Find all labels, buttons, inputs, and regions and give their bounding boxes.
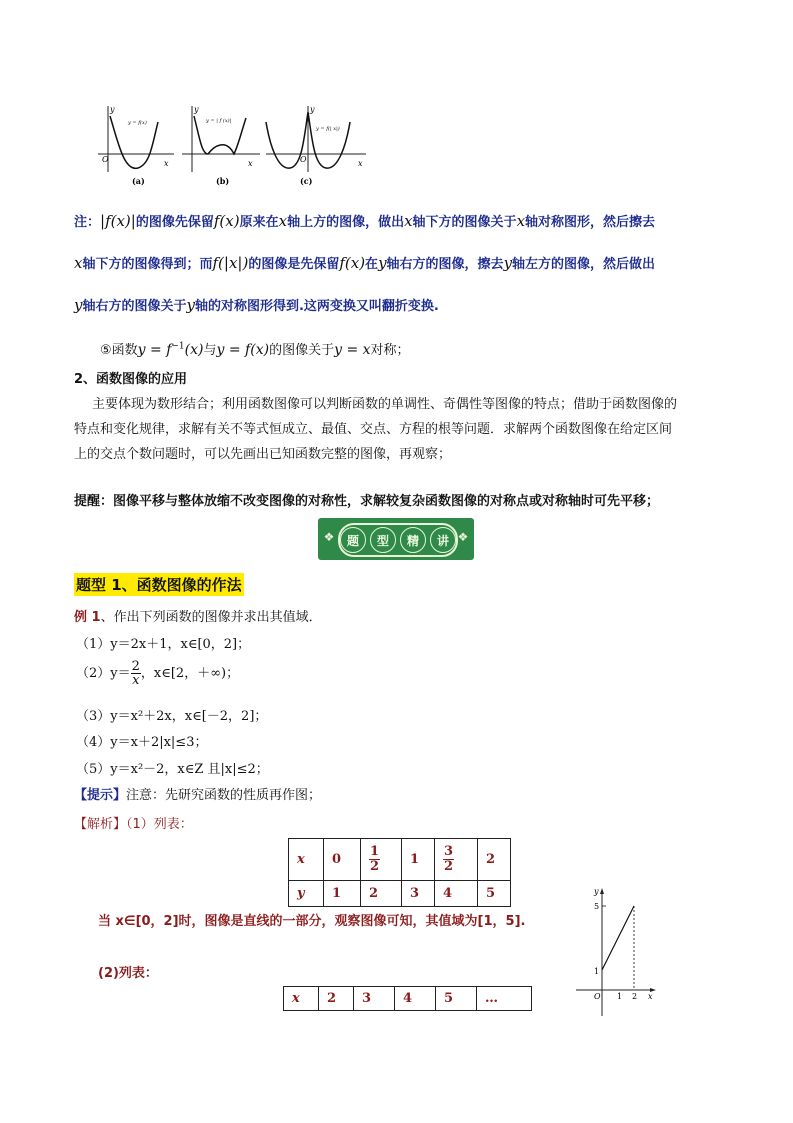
math-x: x [278,212,288,230]
prop-text: 与 [203,343,217,358]
math-f-abs-x: f(|x|) [212,254,249,272]
axis-x-label: x [248,159,253,168]
math-fx: f(x) [339,254,366,272]
prop-text: 对称； [370,343,410,358]
banner-char: 型 [370,527,396,553]
graph-panel-a [98,105,174,186]
graph-panel-b [182,105,260,186]
table-cell: 5 [478,881,511,907]
table-cell: … [477,987,532,1011]
banner-right-ornament-icon: ❖ [457,530,469,544]
value-table-1 [288,838,511,907]
note-line-2 [74,253,655,272]
example-item-3: （3）y＝x²＋2x，x∈[－2，2]； [76,709,268,724]
axis-y-label: y [194,105,199,114]
fraction-3-2: $\frac{3}{2}$ [444,844,454,874]
section-banner [318,518,474,560]
example-label: 例 1 [74,610,101,625]
example-text: 、作出下列函数的图像并求出其值域． [100,610,322,625]
graph-xtick-2: 2 [632,992,638,1001]
function-graphs-figure [98,102,370,190]
func-label-a: y = f(x) [128,120,147,126]
hint-text: 注意：先研究函数的性质再作图； [126,788,322,803]
table-cell: 4 [435,881,478,907]
table-cell: 4 [395,987,436,1011]
hint-label: 【提示】 [74,788,127,803]
graph-ytick-1: 1 [594,967,600,976]
banner-char: 题 [340,527,366,553]
section-2-para-line-3: 上的交点个数问题时，可以先画出已知函数完整的图像，再观察； [74,447,452,462]
prop-text: 的图像关于 [269,343,335,358]
panel-label-a: (a) [132,176,145,186]
table-cell: 1 [402,839,435,881]
math-sup: −1 [171,341,185,352]
graph-y-label: y [594,887,599,896]
table-cell [361,839,402,881]
note-text: 在 [365,257,379,272]
table-cell: 3 [354,987,395,1011]
table-cell: 1 [324,881,361,907]
table-cell: x [284,987,319,1011]
banner-frame [338,523,458,557]
note-text: 轴的对称图形得到.这两变换又叫翻折变换. [194,299,439,314]
panel-label-c: (c) [300,176,313,186]
section-2-para-line-2: 特点和变化规律，求解有关不等式恒成立、最值、交点、方程的根等问题．求解两个函数图像在给定区间 [74,422,673,437]
fraction-1-2: $\frac{1}{2}$ [370,844,380,874]
subpart-2-label: (2)列表： [98,966,158,981]
fraction-2-over-x [131,660,141,687]
note-text: 轴下方的图像关于 [412,215,517,230]
table-cell: 0 [324,839,361,881]
note-text: 轴右方的图像，擦去 [386,257,504,272]
value-table-2 [283,986,532,1011]
axis-y-label: y [110,105,115,114]
table-cell: y [289,881,324,907]
graph-panel-c [266,105,366,186]
axis-x-label: x [164,159,169,168]
math-inverse-arg: (x) [184,342,204,358]
note-text: 的图像先保留 [135,215,214,230]
math-x: x [404,212,413,230]
banner-left-ornament-icon: ❖ [323,530,335,544]
table-cell: 3 [402,881,435,907]
table-cell: 2 [478,839,511,881]
frac-den: x [132,673,140,688]
note-line-3 [74,295,439,314]
note-text: 轴右方的图像关于 [82,299,187,314]
axis-y-label: y [310,105,315,114]
prop-text: ⑤函数 [100,343,138,358]
note-text: 轴上方的图像，做出 [287,215,405,230]
example-item-5: （5）y＝x²－2，x∈Z 且|x|≤2； [76,762,269,777]
graph-xtick-1: 1 [617,992,623,1001]
math-yx: y = x [334,342,371,358]
graph-x-label: x [648,992,653,1001]
frac-num: 2 [131,659,140,674]
conclusion-text: 当 x∈[0，2]时，图像是直线的一部分，观察图像可知，其值域为[1，5]. [98,914,526,929]
example-1-title [74,606,322,625]
table-cell: 2 [361,881,402,907]
hint [74,784,321,803]
math-fx: y = f(x) [216,342,270,358]
table-row [289,839,511,881]
banner-char: 讲 [430,527,456,553]
note-lead: 注： [74,215,101,230]
note-text: 原来在 [239,215,279,230]
table-cell: 5 [436,987,477,1011]
note-line-1 [74,211,655,230]
note-text: 轴对称图形，然后擦去 [525,215,656,230]
table-cell [435,839,478,881]
section-2-para-line-1: 主要体现为数形结合；利用函数图像可以判断函数的单调性、奇偶性等图像的特点；借助于函数图像的 [92,397,678,412]
section-2-heading: 2、函数图像的应用 [74,372,188,387]
math-x: x [516,212,526,230]
reminder-text: 提醒：图像平移与整体放缩不改变图像的对称性，求解较复杂函数图像的对称点或对称轴时可先平移； [74,494,660,509]
type-1-heading: 题型 1、函数图像的作法 [74,573,244,596]
math-fx: f(x) [213,212,240,230]
math-y: y [378,254,387,272]
note-text: 轴下方的图像得到；而 [82,257,213,272]
example-item-1: （1）y＝2x＋1，x∈[0，2]； [76,637,251,652]
property-5 [100,339,410,358]
table-cell: x [289,839,324,881]
analysis-label: 【解析】（1）列表： [74,817,193,832]
table-row [289,881,511,907]
math-y: y [503,254,513,272]
panel-label-b: (b) [216,176,230,186]
banner-char: 精 [400,527,426,553]
axis-x-label: x [358,159,363,168]
func-label-b: y = | f (x)| [206,118,232,124]
func-label-c: y = f(| x|) [316,126,340,132]
linear-function-graph [572,886,656,1018]
graph-origin: O [594,992,601,1001]
note-text: 轴左方的图像，然后做出 [512,257,656,272]
note-text: 的图像是先保留 [248,257,340,272]
item-text: ，x∈[2，＋∞)； [140,666,240,681]
example-item-2 [76,660,239,687]
math-x: x [74,254,83,272]
origin-label: O [300,155,307,164]
math-abs-fx: |f(x)| [100,212,136,230]
math-y: y [186,296,195,314]
table-row [284,987,532,1011]
table-cell: 2 [319,987,354,1011]
math-y: y [74,296,83,314]
item-text: （2）y＝ [76,666,131,681]
origin-label: O [102,155,109,164]
graph-ytick-5: 5 [594,902,600,911]
example-item-4: （4）y＝x＋2|x|≤3； [76,735,208,750]
math-inverse: y = f [137,342,172,358]
